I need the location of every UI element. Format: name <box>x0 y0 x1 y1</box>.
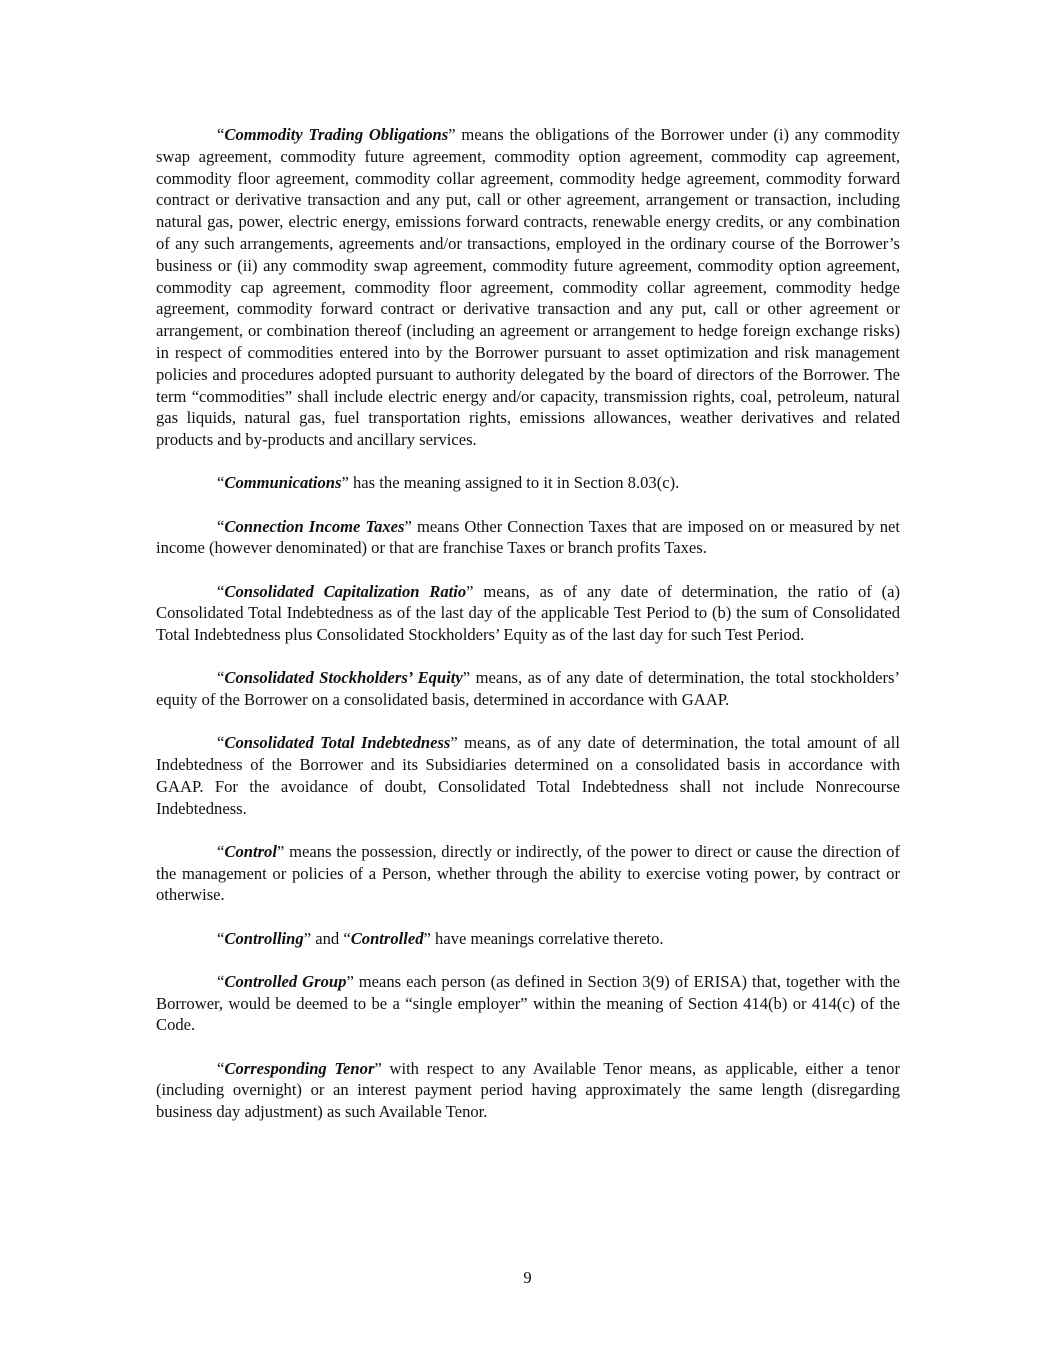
open-quote: “ <box>217 473 225 493</box>
defined-term: Consolidated Capitalization Ratio <box>224 581 467 601</box>
open-quote: “ <box>217 733 225 753</box>
definition-paragraph <box>156 928 900 950</box>
definition-text: ” with respect to any Available Tenor means, as applicable, either a tenor (including overnight) or an interest payment period having approximately the same length (disregarding business day adjustment) as such Available Tenor. <box>156 1058 900 1122</box>
definition-paragraph <box>156 124 900 451</box>
defined-term: Communications <box>224 473 342 493</box>
definition-text: ” has the meaning assigned to it in Section 8.03(c). <box>341 473 680 493</box>
open-quote: “ <box>217 971 225 991</box>
page-number: 9 <box>523 1268 532 1287</box>
defined-term: Controlled Group <box>224 971 347 991</box>
open-quote: “ <box>217 516 225 536</box>
defined-term: Consolidated Total Indebtedness <box>224 733 451 753</box>
definition-paragraph <box>156 581 900 646</box>
definition-text: ” have meanings correlative thereto. <box>423 928 664 948</box>
definition-text: ” means the obligations of the Borrower under (i) any commodity swap agreement, commodity future agreement, commodity option agreement, commodity cap agreement, commodity floor agreement, commodity collar agreement, commodity hedge agreement, commodity forward contract or derivative transaction and any put, call or other agreement, arrangement or transaction, including natural gas, power, electric energy, emissions forward contracts, renewable energy credits, or any combination of any such arrangements, agreements and/or transactions, employed in the ordinary course of the Borrower’s business or (ii) any commodity swap agreement, commodity future agreement, commodity option agreement, commodity cap agreement, commodity floor agreement, commodity collar agreement, commodity hedge agreement, commodity forward contract or derivative transaction and any put, call or other agreement or arrangement, or combination thereof (including an agreement or arrangement to hedge foreign exchange risks) in respect of commodities entered into by the Borrower pursuant to asset optimization and risk management policies and procedures adopted pursuant to authority delegated by the board of directors of the Borrower. The term “commodities” shall include electric energy and/or capacity, transmission rights, coal, petroleum, natural gas liquids, natural gas, fuel transportation rights, emissions allowances, weather derivatives and related products and by-products and ancillary services. <box>156 125 900 450</box>
definition-paragraph <box>156 472 900 494</box>
definition-paragraph <box>156 732 900 819</box>
definition-text: ” means, as of any date of determination, the total amount of all Indebtedness of the Borrower and its Subsidiaries determined on a consolidated basis in accordance with GAAP. For the avoidance of doubt, Consolidated Total Indebtedness shall not include Nonrecourse Indebtedness. <box>156 733 900 818</box>
open-quote: “ <box>217 841 225 861</box>
defined-term: Connection Income Taxes <box>224 516 405 536</box>
open-quote: “ <box>217 668 225 688</box>
definitions-section <box>156 124 900 1144</box>
definition-paragraph <box>156 841 900 906</box>
open-quote: “ <box>217 928 225 948</box>
open-quote: “ <box>217 581 225 601</box>
definition-text: ” means each person (as defined in Section 3(9) of ERISA) that, together with the Borrower, would be deemed to be a “single employer” within the meaning of Section 414(b) or 414(c) of the Code. <box>156 971 900 1035</box>
definition-text: ” means, as of any date of determination, the total stockholders’ equity of the Borrower on a consolidated basis, determined in accordance with GAAP. <box>156 668 900 710</box>
definition-paragraph <box>156 971 900 1036</box>
definition-paragraph <box>156 1058 900 1123</box>
definition-text: ” means, as of any date of determination, the ratio of (a) Consolidated Total Indebtedness as of the last day of the applicable Test Period to (b) the sum of Consolidated Total Indebtedness plus Consolidated Stockholders’ Equity as of the last day for such Test Period. <box>156 581 901 645</box>
definition-text: ” means Other Connection Taxes that are imposed on or measured by net income (however denominated) or that are franchise Taxes or branch profits Taxes. <box>156 516 900 558</box>
defined-term: Control <box>224 841 277 861</box>
definition-paragraph <box>156 667 900 711</box>
defined-term: Commodity Trading Obligations <box>224 125 449 144</box>
defined-term: Consolidated Stockholders’ Equity <box>224 668 463 688</box>
defined-term: Corresponding Tenor <box>224 1058 375 1078</box>
open-quote: “ <box>217 1058 225 1078</box>
definition-text: ” and “ <box>303 928 351 948</box>
defined-term: Controlled <box>350 928 424 948</box>
defined-term: Controlling <box>224 928 304 948</box>
open-quote: “ <box>217 125 225 144</box>
definition-paragraph <box>156 516 900 560</box>
definition-text: ” means the possession, directly or indirectly, of the power to direct or cause the direction of the management or policies of a Person, whether through the ability to exercise voting power, by contract or otherwise. <box>156 841 900 905</box>
